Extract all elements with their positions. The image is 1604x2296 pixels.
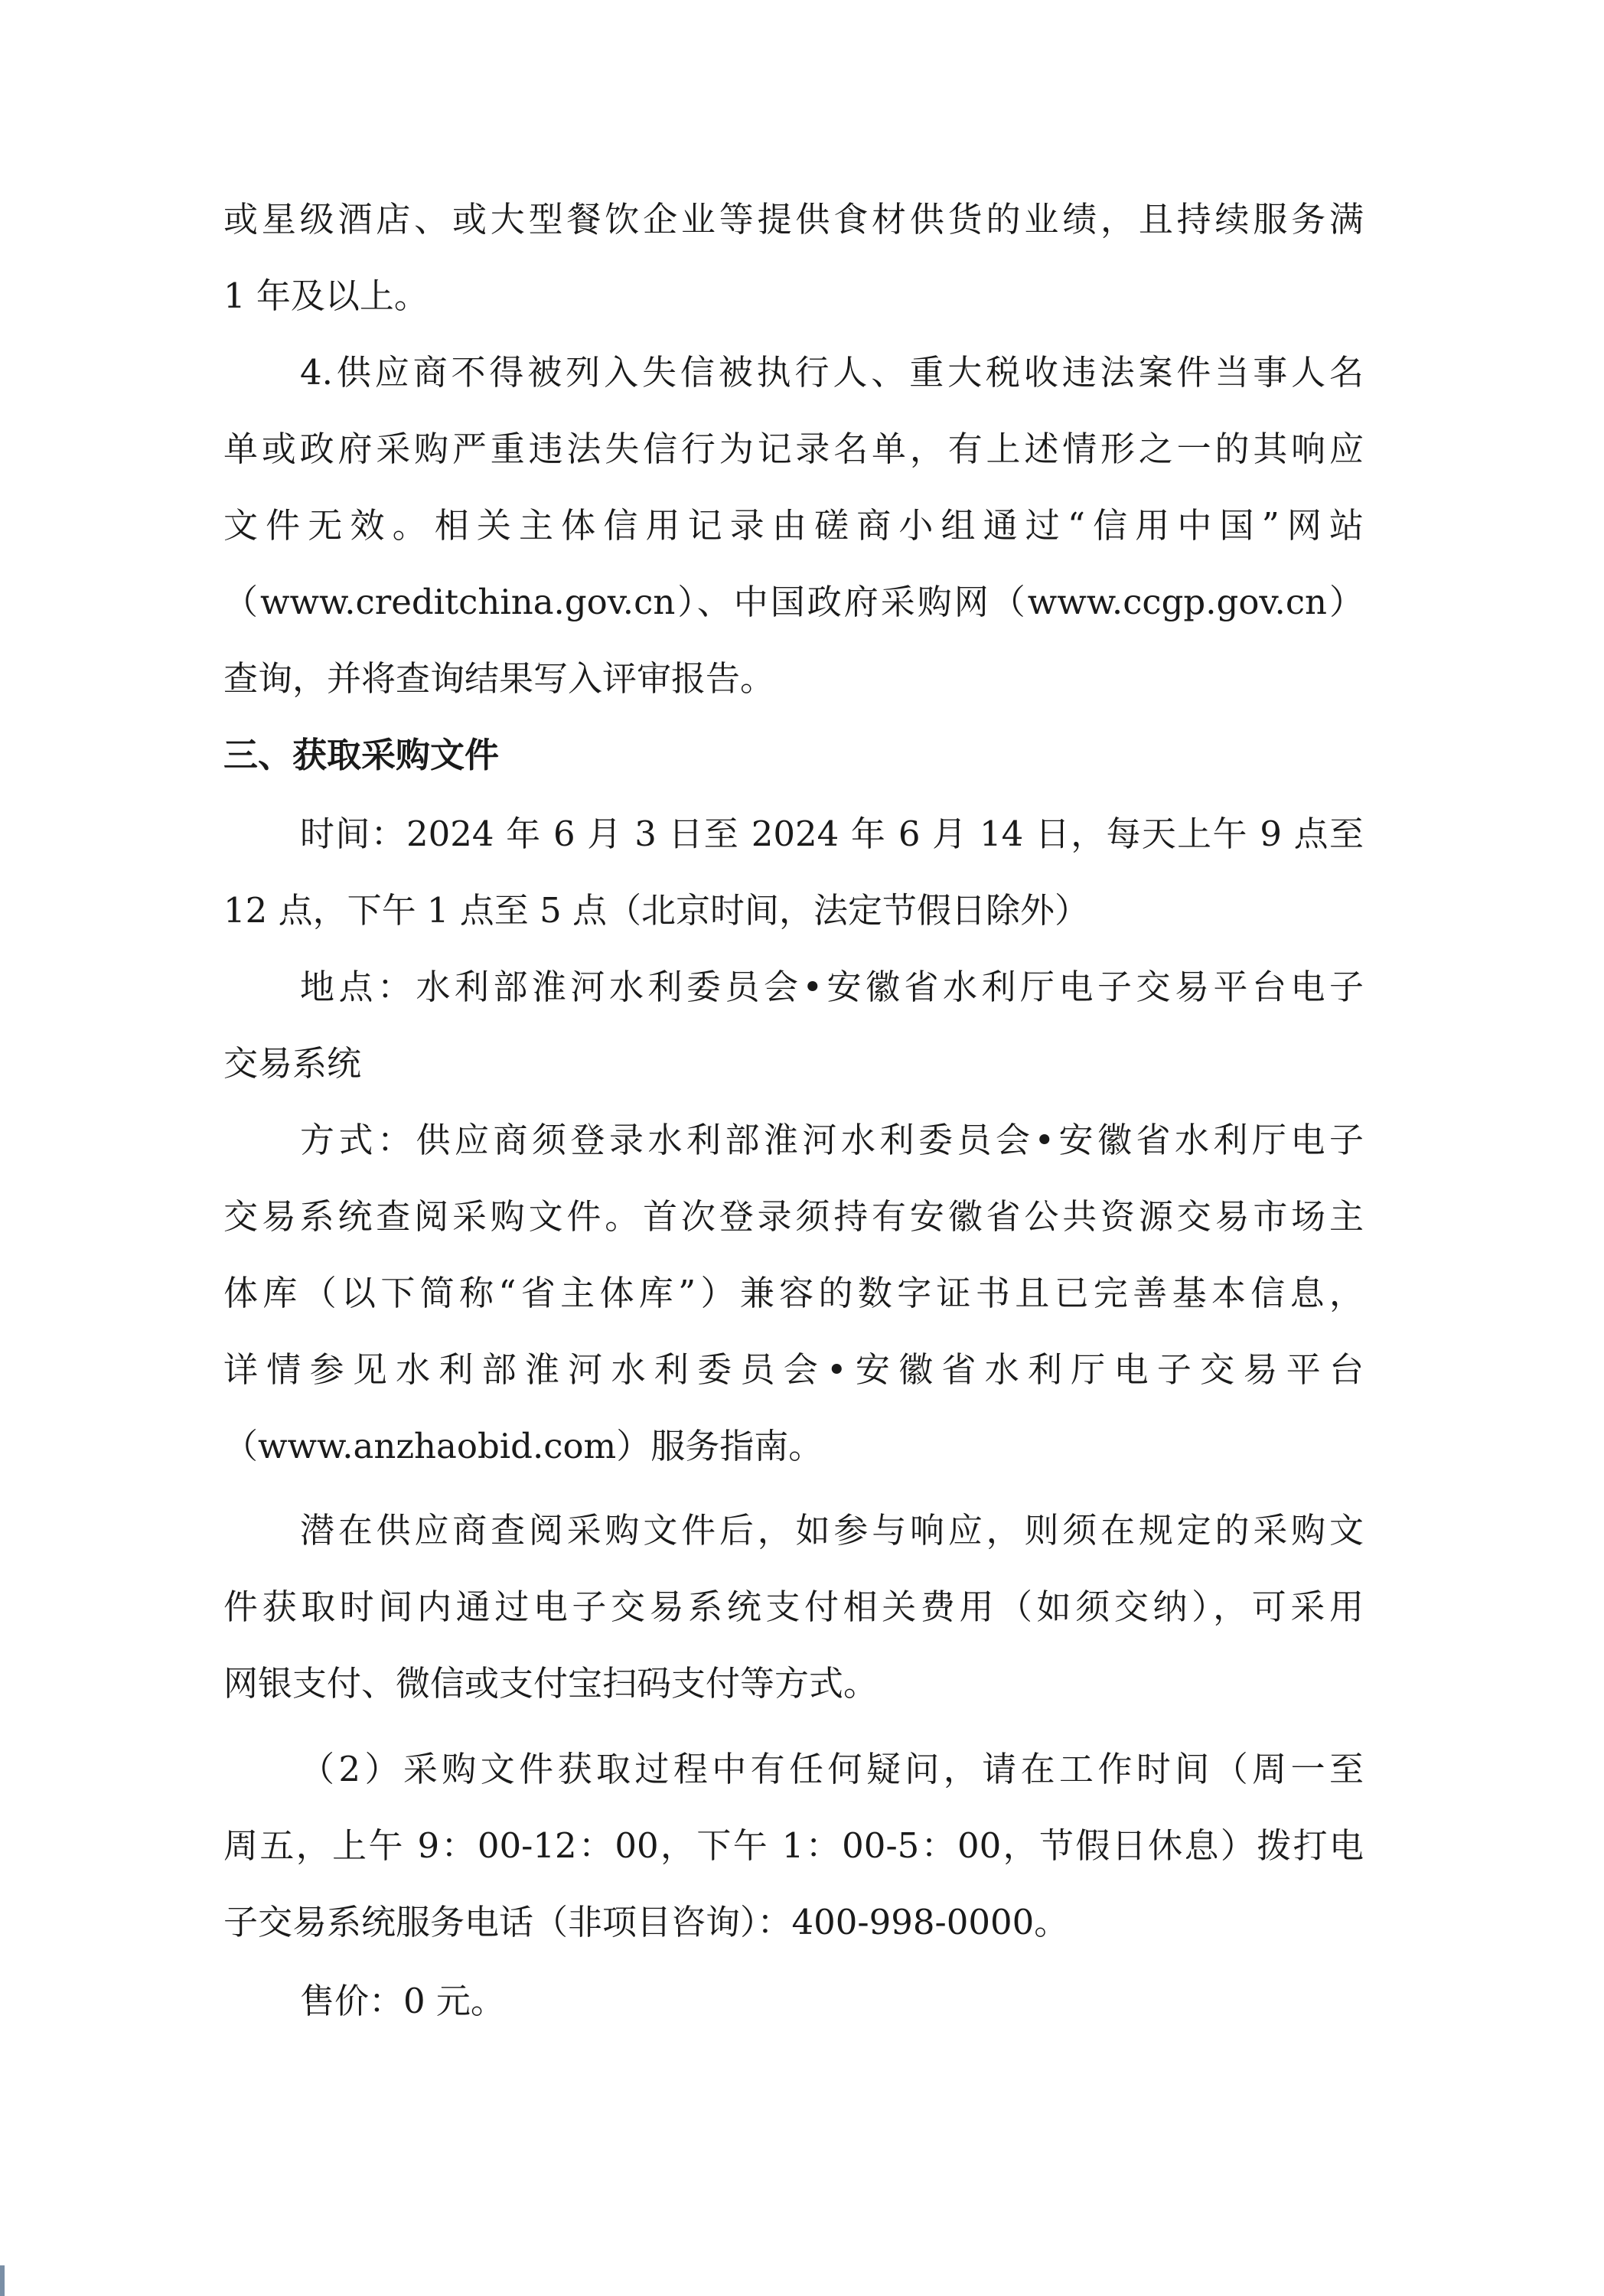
page-edge-marker	[0, 2265, 5, 2296]
text-line-9: 时间：2024 年 6 月 3 日至 2024 年 6 月 14 日，每天上午 9 点至	[300, 814, 1364, 854]
text-line-19: 件获取时间内通过电子交易系统支付相关费用（如须交纳），可采用	[223, 1587, 1364, 1627]
text-line-16: 详情参见水利部淮河水利委员会•安徽省水利厅电子交易平台	[223, 1349, 1364, 1390]
text-line-2: 1 年及以上。	[223, 276, 429, 316]
text-line-1: 或星级酒店、或大型餐饮企业等提供食材供货的业绩，且持续服务满	[223, 199, 1364, 240]
section-heading: 三、获取采购文件	[223, 735, 500, 775]
text-line-21: （2）采购文件获取过程中有任何疑问，请在工作时间（周一至	[300, 1749, 1364, 1789]
text-line-18: 潜在供应商查阅采购文件后，如参与响应，则须在规定的采购文	[300, 1510, 1364, 1551]
text-line-20: 网银支付、微信或支付宝扫码支付等方式。	[223, 1663, 879, 1704]
text-line-15: 体库（以下简称“省主体库”）兼容的数字证书且已完善基本信息，	[223, 1273, 1364, 1313]
text-line-12: 交易系统	[223, 1043, 362, 1084]
text-line-3: 4.供应商不得被列入失信被执行人、重大税收违法案件当事人名	[300, 352, 1364, 393]
text-line-13: 方式：供应商须登录水利部淮河水利委员会•安徽省水利厅电子	[300, 1120, 1364, 1160]
text-line-23: 子交易系统服务电话（非项目咨询）：400-998-0000。	[223, 1902, 1069, 1942]
text-line-24: 售价：0 元。	[300, 1981, 505, 2021]
text-line-4: 单或政府采购严重违法失信行为记录名单，有上述情形之一的其响应	[223, 429, 1364, 469]
text-line-6: （www.creditchina.gov.cn）、中国政府采购网（www.ccgp.gov.cn）	[223, 582, 1364, 622]
text-line-17: （www.anzhaobid.com）服务指南。	[223, 1426, 823, 1466]
text-line-10: 12 点，下午 1 点至 5 点（北京时间，法定节假日除外）	[223, 890, 1090, 931]
text-line-22: 周五，上午 9：00-12：00，下午 1：00-5：00，节假日休息）拨打电	[223, 1825, 1364, 1866]
text-line-11: 地点：水利部淮河水利委员会•安徽省水利厅电子交易平台电子	[300, 967, 1364, 1007]
text-line-7: 查询，并将查询结果写入评审报告。	[223, 658, 775, 699]
text-line-14: 交易系统查阅采购文件。首次登录须持有安徽省公共资源交易市场主	[223, 1196, 1364, 1237]
text-line-5: 文件无效。相关主体信用记录由磋商小组通过“信用中国”网站	[223, 505, 1364, 546]
